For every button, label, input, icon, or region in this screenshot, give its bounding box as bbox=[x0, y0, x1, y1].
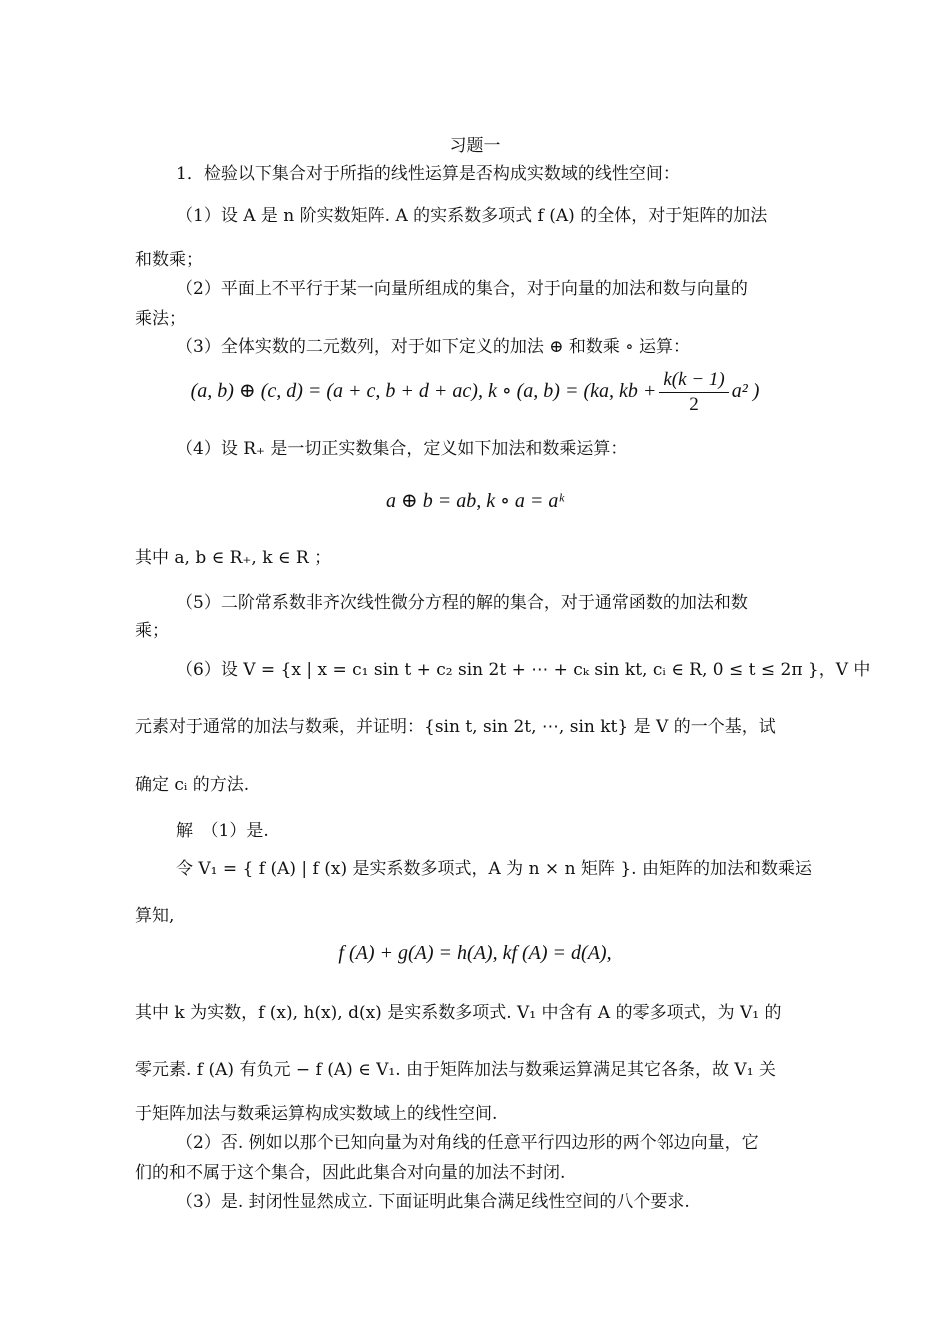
exercise-1-part-6-line-1: （6）设 V = {x | x = c₁ sin t + c₂ sin 2t + ⋯ + cₖ sin kt, cᵢ ∈ R, 0 ≤ t ≤ 2π }，V 中 bbox=[176, 660, 871, 680]
exercise-1-part-5-line-2: 乘； bbox=[135, 621, 169, 641]
exercise-1-part-1-line-2: 和数乘； bbox=[135, 250, 203, 270]
exercise-1-part-6-line-3: 确定 cᵢ 的方法. bbox=[135, 775, 250, 795]
equation-part-3-fraction bbox=[659, 368, 728, 417]
equation-part-4: a ⊕ b = ab, k ∘ a = aᵏ bbox=[385, 490, 565, 512]
solution-2-line-2: 们的和不属于这个集合，因此此集合对向量的加法不封闭. bbox=[135, 1163, 566, 1183]
equation-part-3-right: a² ) bbox=[731, 380, 760, 403]
solution-3-line-1: （3）是. 封闭性显然成立. 下面证明此集合满足线性空间的八个要求. bbox=[176, 1192, 690, 1212]
equation-part-3 bbox=[0, 368, 950, 417]
equation-part-3-left: (a, b) ⊕ (c, d) = (a + c, b + d + ac), k ∘ (a, b) = (ka, kb + bbox=[190, 380, 657, 403]
exercise-1-part-6-line-2: 元素对于通常的加法与数乘，并证明：{sin t, sin 2t, ⋯, sin kt} 是 V 的一个基，试 bbox=[135, 717, 776, 737]
exercise-1-part-2-line-2: 乘法； bbox=[135, 309, 186, 329]
exercise-1-part-1-line-1: （1）设 A 是 n 阶实数矩阵. A 的实系数多项式 f (A) 的全体，对于矩阵的加法 bbox=[176, 206, 768, 226]
fraction-numerator: k(k − 1) bbox=[659, 368, 728, 393]
solution-1-line-3: 其中 k 为实数，f (x), h(x), d(x) 是实系数多项式. V₁ 中含有 A 的零多项式，为 V₁ 的 bbox=[135, 1003, 782, 1023]
exercise-1-part-4-line-1: （4）设 R₊ 是一切正实数集合，定义如下加法和数乘运算： bbox=[176, 439, 628, 459]
solution-1-line-2: 算知, bbox=[135, 906, 175, 926]
fraction-denominator: 2 bbox=[689, 394, 699, 415]
solution-1-line-4: 零元素. f (A) 有负元 − f (A) ∈ V₁. 由于矩阵加法与数乘运算满足其它各条，故 V₁ 关 bbox=[135, 1060, 776, 1080]
equation-solution-1: f (A) + g(A) = h(A), kf (A) = d(A), bbox=[338, 942, 612, 964]
exercise-1-part-2-line-1: （2）平面上不平行于某一向量所组成的集合，对于向量的加法和数与向量的 bbox=[176, 279, 748, 299]
exercise-1-part-3-line-1: （3）全体实数的二元数列，对于如下定义的加法 ⊕ 和数乘 ∘ 运算： bbox=[176, 337, 691, 357]
exercise-1-part-4-line-2: 其中 a, b ∈ R₊, k ∈ R ； bbox=[135, 548, 332, 568]
exercise-1-intro: 1．检验以下集合对于所指的线性运算是否构成实数域的线性空间： bbox=[176, 164, 680, 184]
exercise-1-part-5-line-1: （5）二阶常系数非齐次线性微分方程的解的集合，对于通常函数的加法和数 bbox=[176, 593, 748, 613]
solution-heading: 解 （1）是. bbox=[176, 821, 269, 841]
solution-2-line-1: （2）否. 例如以那个已知向量为对角线的任意平行四边形的两个邻边向量，它 bbox=[176, 1133, 759, 1153]
solution-1-line-1: 令 V₁ = { f (A) | f (x) 是实系数多项式，A 为 n × n 矩阵 }. 由矩阵的加法和数乘运 bbox=[176, 859, 812, 879]
page-title: 习题一 bbox=[449, 136, 501, 156]
solution-1-line-5: 于矩阵加法与数乘运算构成实数域上的线性空间. bbox=[135, 1104, 498, 1124]
